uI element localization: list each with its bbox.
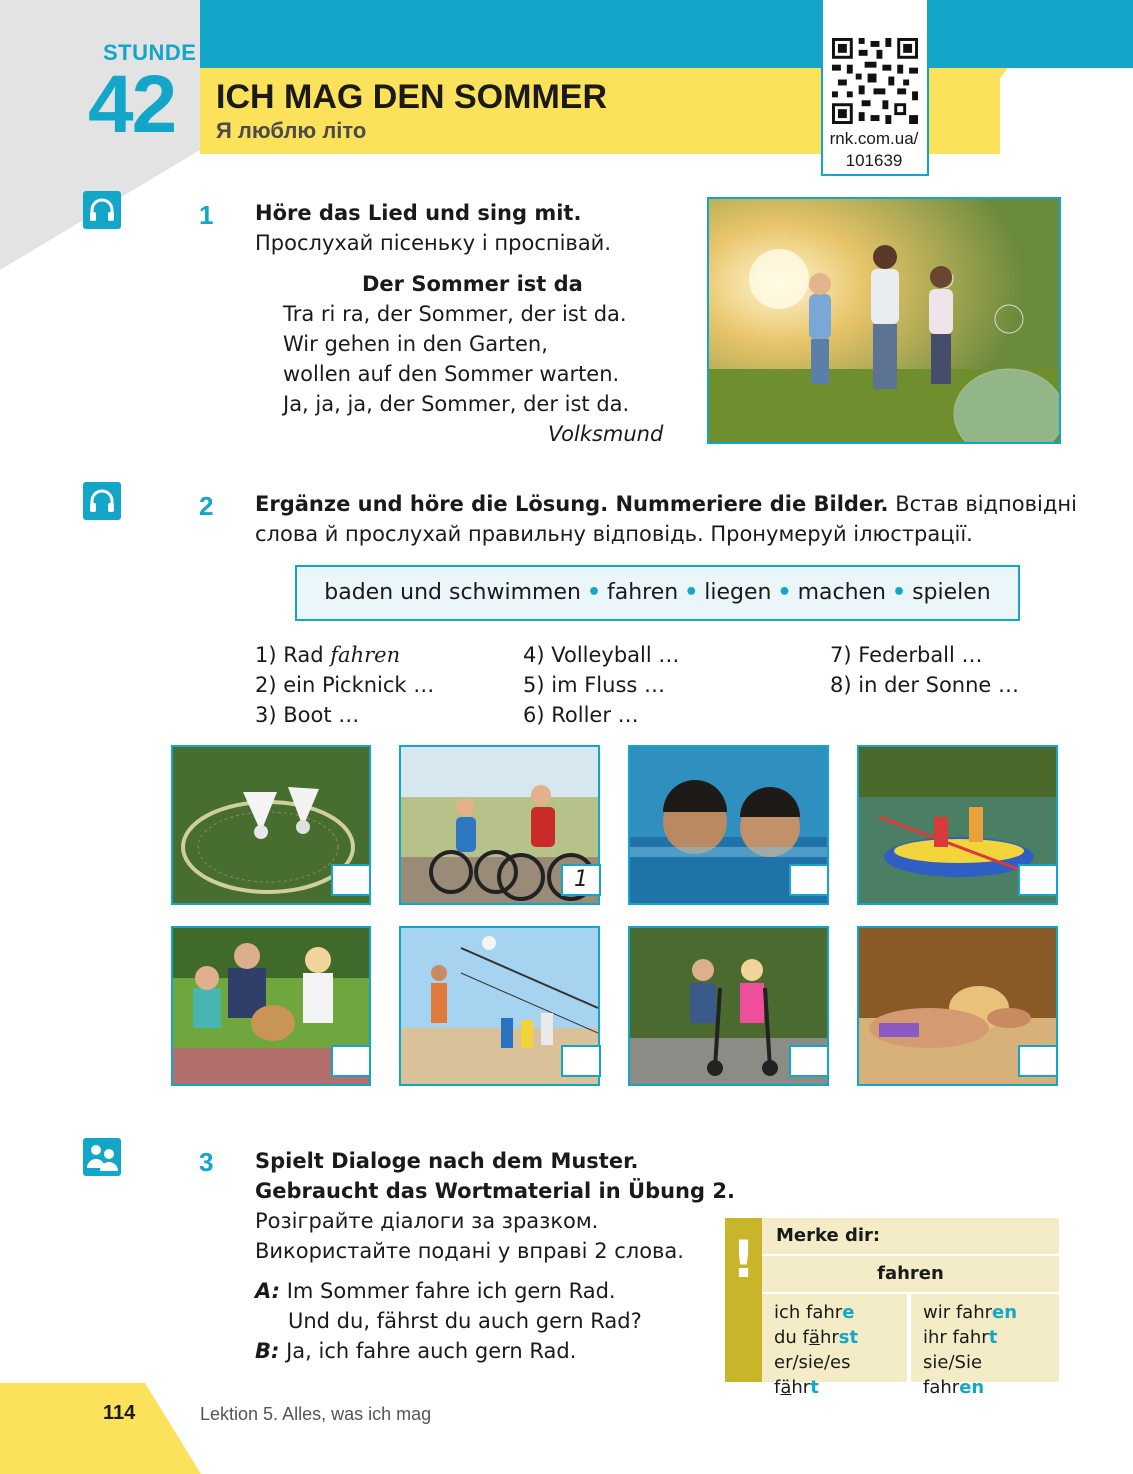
- qr-link-line1: rnk.com.ua/: [829, 129, 919, 148]
- conjugation-singular: [762, 1294, 909, 1398]
- stunde-label: STUNDE: [103, 40, 197, 65]
- page-title: ICH MAG DEN SOMMER: [216, 78, 607, 116]
- headphones-icon[interactable]: [83, 482, 121, 520]
- exclamation-bar: [725, 1218, 762, 1382]
- speaker-a: A:: [255, 1279, 281, 1303]
- item-text: Rad: [283, 643, 324, 667]
- exercise-item: [523, 670, 665, 700]
- photo-number-box[interactable]: [789, 864, 829, 896]
- page-number: 114: [103, 1402, 136, 1424]
- exercise-item: [523, 640, 679, 670]
- footer-yellow-corner: [145, 1383, 201, 1474]
- conjugation-plural: [911, 1294, 1059, 1398]
- qr-link[interactable]: [822, 128, 926, 172]
- song-line: Tra ri ra, der Sommer, der ist da.: [283, 302, 627, 326]
- word-bank-item: liegen: [704, 580, 772, 605]
- exercise-3-instruction-de-2: Gebraucht das Wortmaterial in Übung 2.: [255, 1179, 735, 1203]
- exercise-2-instruction: [255, 489, 1077, 519]
- song-line: wollen auf den Sommer warten.: [283, 362, 620, 386]
- exercise-2-instruction-uk-1: Встав відповідні: [895, 492, 1077, 516]
- song-line: Ja, ja, ja, der Sommer, der ist da.: [283, 392, 630, 416]
- exercise-item: [523, 700, 639, 730]
- dialogue-text: Ja, ich fahre auch gern Rad.: [286, 1339, 577, 1363]
- item-number: 8): [830, 673, 852, 697]
- qr-code-icon[interactable]: [832, 38, 918, 124]
- bullet-icon: •: [777, 580, 792, 605]
- bullet-icon: •: [684, 580, 699, 605]
- item-text: Volleyball …: [551, 643, 680, 667]
- item-text: ein Picknick …: [283, 673, 435, 697]
- item-text: Federball …: [858, 643, 983, 667]
- item-text: im Fluss …: [551, 673, 665, 697]
- item-number: 2): [255, 673, 277, 697]
- photo-number-box[interactable]: [331, 1045, 371, 1077]
- exercise-2-instruction-uk-2: слова й прослухай правильну відповідь. Пронумеруй ілюстрації.: [255, 522, 973, 546]
- qr-link-line2: 101639: [845, 151, 903, 170]
- exercise-1-instruction-uk: Прослухай пісеньку і проспівай.: [255, 231, 612, 255]
- exercise-3-instruction-uk-2: Використайте подані у вправі 2 слова.: [255, 1239, 684, 1263]
- photo-number-box[interactable]: [331, 864, 371, 896]
- dialogue-text: Im Sommer fahre ich gern Rad.: [286, 1279, 616, 1303]
- exercise-3-number: 3: [199, 1147, 214, 1177]
- headphones-icon[interactable]: [83, 191, 121, 229]
- exclamation-icon: !: [731, 1230, 756, 1290]
- exercise-1-instruction-de: Höre das Lied und sing mit.: [255, 201, 582, 225]
- bubbles-photo: [707, 197, 1061, 444]
- footer-lesson-text: Lektion 5. Alles, was ich mag: [200, 1404, 432, 1424]
- page-subtitle: Я люблю літо: [216, 118, 367, 143]
- grammar-box: [725, 1218, 1059, 1398]
- photo-number-box[interactable]: [561, 1045, 601, 1077]
- pair-work-icon[interactable]: [83, 1138, 121, 1176]
- footer-yellow-band: [0, 1383, 145, 1474]
- word-bank-item: spielen: [912, 580, 991, 605]
- exercise-3-instruction-de-1: Spielt Dialoge nach dem Muster.: [255, 1149, 639, 1173]
- exercise-2-number: 2: [199, 491, 214, 521]
- exercise-1-number: 1: [199, 200, 214, 230]
- item-answer: fahren: [330, 643, 401, 667]
- item-number: 3): [255, 703, 277, 727]
- conjugation-row: ich fahre: [774, 1302, 855, 1323]
- word-bank-item: baden und schwimmen: [324, 580, 581, 605]
- song-title: Der Sommer ist da: [362, 272, 583, 296]
- lesson-number: 42: [88, 59, 176, 150]
- photo-number-box[interactable]: [789, 1045, 829, 1077]
- word-bank: [295, 565, 1020, 621]
- conjugation-row: wir fahren: [923, 1302, 1018, 1323]
- conjugation-row: du fährst: [774, 1327, 859, 1348]
- conjugation-row: ihr fahrt: [923, 1327, 998, 1348]
- header-yellow-corner: [940, 68, 1008, 154]
- dialogue-line-a1: [255, 1276, 616, 1306]
- photo-number-box[interactable]: 1: [561, 864, 601, 896]
- grammar-box-verb: fahren: [762, 1256, 1059, 1294]
- bullet-icon: •: [586, 580, 602, 605]
- speaker-b: B:: [255, 1339, 280, 1363]
- exercise-item: [830, 670, 1019, 700]
- conjugation-row: sie/Sie fahren: [923, 1352, 985, 1398]
- item-number: 7): [830, 643, 852, 667]
- word-bank-item: fahren: [607, 580, 679, 605]
- item-number: 1): [255, 643, 277, 667]
- exercise-item: [255, 640, 400, 670]
- item-number: 5): [523, 673, 545, 697]
- conjugation-row: er/sie/es fährt: [774, 1352, 851, 1398]
- photo-number-box[interactable]: [1018, 864, 1058, 896]
- exercise-item: [830, 640, 983, 670]
- bullet-icon: •: [892, 580, 907, 605]
- word-bank-item: machen: [797, 580, 886, 605]
- song-line: Wir gehen in den Garten,: [283, 332, 548, 356]
- song-source: Volksmund: [548, 422, 664, 446]
- header-teal-band: [200, 0, 1133, 68]
- grammar-box-heading: Merke dir:: [762, 1218, 1059, 1256]
- item-text: Roller …: [551, 703, 639, 727]
- item-text: Boot …: [283, 703, 360, 727]
- exercise-item: [255, 670, 434, 700]
- item-number: 6): [523, 703, 545, 727]
- dialogue-line-b: [255, 1336, 576, 1366]
- item-number: 4): [523, 643, 545, 667]
- photo-number-box[interactable]: [1018, 1045, 1058, 1077]
- exercise-2-instruction-de: Ergänze und höre die Lösung. Nummeriere die Bilder.: [255, 492, 889, 516]
- exercise-item: [255, 700, 359, 730]
- dialogue-line-a2: Und du, fährst du auch gern Rad?: [288, 1309, 642, 1333]
- exercise-3-instruction-uk-1: Розіграйте діалоги за зразком.: [255, 1209, 599, 1233]
- item-text: in der Sonne …: [858, 673, 1020, 697]
